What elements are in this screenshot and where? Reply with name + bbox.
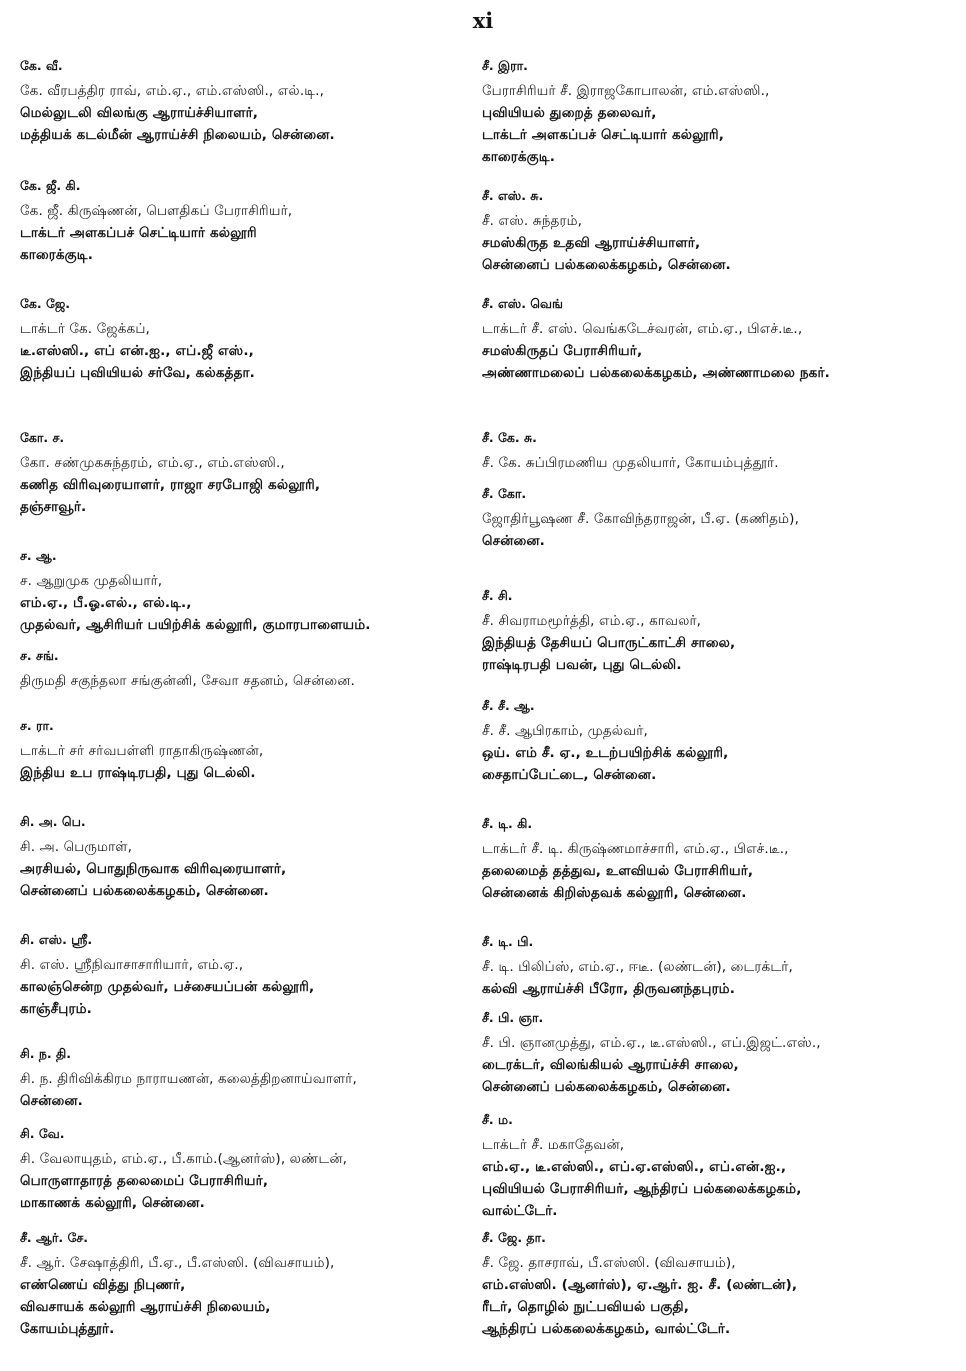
contributor-detail-line: டாக்டர் அளகப்பச் செட்டியார் கல்லூரி, [482, 127, 725, 143]
contributor-abbreviation: ச. சங். [20, 648, 59, 663]
page-number: xi [472, 8, 494, 33]
contributor-abbreviation: கே. ஜே. [20, 296, 71, 311]
contributor-entry [20, 548, 460, 636]
contributor-abbreviation: சீ. பி. ஞா. [482, 1010, 544, 1025]
contributor-detail-line: மத்தியக் கடல்மீன் ஆராய்ச்சி நிலையம், சென்னை. [20, 127, 335, 143]
contributor-entry [482, 934, 952, 1000]
contributor-abbreviation: சீ. ம. [482, 1112, 513, 1127]
contributor-abbreviation: சி. அ. பெ. [20, 814, 86, 829]
contributor-detail-line: எண்ணெய் வித்து நிபுணர், [20, 1277, 186, 1293]
contributor-entry [20, 430, 460, 518]
contributor-name-line: திருமதி சகுந்தலா சங்குன்னி, சேவா சதனம், சென்னை. [20, 673, 355, 689]
contributor-detail-line: சென்னைப் பல்கலைக்கழகம், சென்னை. [482, 257, 731, 273]
contributor-detail-line: சென்னை. [20, 1093, 83, 1109]
contributor-detail-line: டாக்டர் அளகப்பச் செட்டியார் கல்லூரி [20, 225, 257, 241]
contributor-name-line: ஜோதிர்பூஷண சீ. கோவிந்தராஜன், பீ.ஏ. (கணிதம்), [482, 511, 799, 527]
contributor-abbreviation: சீ. எஸ். வெங் [482, 296, 563, 311]
contributor-abbreviation: சி. எஸ். ஸ்ரீ. [20, 932, 93, 947]
contributor-detail-line: சைதாப்பேட்டை, சென்னை. [482, 767, 657, 783]
contributor-detail-line: கல்வி ஆராய்ச்சி பீரோ, திருவனந்தபுரம். [482, 981, 735, 997]
contributor-entry [20, 1046, 460, 1112]
contributor-abbreviation: கே. ஜீ. கி. [20, 178, 81, 193]
contributor-name-line: சி. ந. திரிவிக்கிரம நாராயணன், கலைத்திறனாய்வாளர், [20, 1071, 357, 1087]
contributor-detail-line: சென்னைப் பல்கலைக்கழகம், சென்னை. [482, 1079, 731, 1095]
contributor-entry [482, 188, 952, 276]
contributor-entry [482, 1112, 952, 1222]
contributor-detail-line: கோயம்புத்தூர். [20, 1321, 115, 1337]
contributor-detail-line: புவியியல் பேராசிரியர், ஆந்திரப் பல்கலைக்கழகம், [482, 1181, 802, 1197]
contributor-abbreviation: சீ. ஜே. தா. [482, 1230, 546, 1245]
contributor-entry [20, 296, 460, 384]
contributor-detail-line: ராஷ்டிரபதி பவன், புது டெல்லி. [482, 657, 682, 673]
contributor-detail-line: மெல்லுடலி விலங்கு ஆராய்ச்சியாளர், [20, 105, 259, 121]
contributor-detail-line: சமஸ்கிருதப் பேராசிரியர், [482, 343, 643, 359]
contributor-name-line: சீ. சிவராமமூர்த்தி, எம்.ஏ., காவலர், [482, 613, 702, 629]
contributor-detail-line: அண்ணாமலைப் பல்கலைக்கழகம், அண்ணாமலை நகர். [482, 365, 830, 381]
contributor-detail-line: டீ.எஸ்ஸி., எப் என்.ஐ., எப்.ஜீ எஸ்., [20, 343, 254, 359]
contributor-detail-line: பொருளாதாரத் தலைமைப் பேராசிரியர், [20, 1173, 269, 1189]
contributor-detail-line: ஆந்திரப் பல்கலைக்கழகம், வால்ட்டேர். [482, 1321, 731, 1337]
contributor-abbreviation: கே. வீ. [20, 58, 63, 73]
contributor-name-line: கோ. சண்முகசுந்தரம், எம்.ஏ., எம்.எஸ்ஸி., [20, 455, 285, 471]
contributor-entry [482, 296, 952, 384]
contributor-abbreviation: ச. ரா. [20, 718, 54, 733]
contributor-name-line: சீ. ஆர். சேஷாத்திரி, பீ.ஏ., பீ.எஸ்ஸி. (விவசாயம்), [20, 1255, 335, 1271]
contributor-name-line: டாக்டர் சீ. எஸ். வெங்கடேச்வரன், எம்.ஏ., பிஎச்.டீ., [482, 321, 803, 337]
contributor-detail-line: புவியியல் துறைத் தலைவர், [482, 105, 657, 121]
contributor-abbreviation: சீ. எஸ். சு. [482, 188, 544, 203]
contributor-abbreviation: சி. ந. தி. [20, 1046, 72, 1061]
contributor-detail-line: சென்னை. [482, 533, 545, 549]
contributor-detail-line: காரைக்குடி. [482, 149, 555, 165]
contributor-detail-line: சென்னைக் கிறிஸ்தவக் கல்லூரி, சென்னை. [482, 885, 747, 901]
contributor-detail-line: எம்.ஏ., டீ.எஸ்ஸி., எப்.ஏ.எஸ்ஸி., எப்.என்.ஐ., [482, 1159, 787, 1175]
contributor-detail-line: சென்னைப் பல்கலைக்கழகம், சென்னை. [20, 883, 269, 899]
contributor-abbreviation: சீ. சீ. ஆ. [482, 698, 535, 713]
contributor-entry [20, 718, 460, 784]
contributor-detail-line: இந்தியப் புவியியல் சர்வே, கல்கத்தா. [20, 365, 255, 381]
contributor-abbreviation: சீ. சி. [482, 588, 513, 603]
contributor-detail-line: காஞ்சீபுரம். [20, 1001, 92, 1017]
contributor-detail-line: எம்.ஏ., பீ.ஓ.எல்., எல்.டி., [20, 595, 192, 611]
contributor-detail-line: விவசாயக் கல்லூரி ஆராய்ச்சி நிலையம், [20, 1299, 271, 1315]
contributor-entry [20, 58, 460, 146]
contributor-name-line: டாக்டர் கே. ஜேக்கப், [20, 321, 150, 337]
contributor-entry [20, 648, 460, 692]
contributor-abbreviation: சீ. கோ. [482, 486, 527, 501]
contributor-detail-line: அரசியல், பொதுநிருவாக விரிவுரையாளர், [20, 861, 287, 877]
contributor-detail-line: சமஸ்கிருத உதவி ஆராய்ச்சியாளர், [482, 235, 701, 251]
contributor-entry [482, 486, 952, 552]
contributor-detail-line: முதல்வர், ஆசிரியர் பயிற்சிக் கல்லூரி, குமாரபாளையம். [20, 617, 371, 633]
contributor-name-line: சீ. பி. ஞானமுத்து, எம்.ஏ., டீ.எஸ்ஸி., எப்.இஜட்.எஸ்., [482, 1035, 821, 1051]
contributor-detail-line: இந்தியத் தேசியப் பொருட்காட்சி சாலை, [482, 635, 736, 651]
contributor-detail-line: எம்.எஸ்ஸி. (ஆனர்ஸ்), ஏ.ஆர். ஐ. சீ. (லண்டன்), [482, 1277, 798, 1293]
contributor-name-line: சீ. சீ. ஆபிரகாம், முதல்வர், [482, 723, 648, 739]
contributor-entry [20, 814, 460, 902]
contributor-abbreviation: சீ. இரா. [482, 58, 528, 73]
contributor-name-line: டாக்டர் சர் சர்வபள்ளி ராதாகிருஷ்ணன், [20, 743, 264, 759]
contributor-name-line: கே. ஜீ. கிருஷ்ணன், பௌதிகப் பேராசிரியர், [20, 203, 293, 219]
contributor-detail-line: காரைக்குடி. [20, 247, 93, 263]
contributor-entry [20, 178, 460, 266]
contributor-detail-line: டைரக்டர், விலங்கியல் ஆராய்ச்சி சாலை, [482, 1057, 739, 1073]
contributor-name-line: சீ. கே. சுப்பிரமணிய முதலியார், கோயம்புத்தூர். [482, 455, 779, 471]
contributor-detail-line: ரீடர், தொழில் நுட்பவியல் பகுதி, [482, 1299, 690, 1315]
contributor-name-line: டாக்டர் சீ. மகாதேவன், [482, 1137, 625, 1153]
contributor-name-line: சி. வேலாயுதம், எம்.ஏ., பீ.காம்.(ஆனர்ஸ்), லண்டன், [20, 1151, 348, 1167]
contributor-detail-line: ஒய். எம் சீ. ஏ., உடற்பயிற்சிக் கல்லூரி, [482, 745, 729, 761]
contributor-detail-line: வால்ட்டேர். [482, 1203, 558, 1219]
contributor-name-line: கே. வீரபத்திர ராவ், எம்.ஏ., எம்.எஸ்ஸி., எல்.டி., [20, 83, 325, 99]
contributor-abbreviation: சீ. டி. பி. [482, 934, 534, 949]
contributor-entry [20, 1230, 460, 1340]
contributor-entry [482, 816, 952, 904]
contributor-abbreviation: சி. வே. [20, 1126, 65, 1141]
contributor-entry [20, 932, 460, 1020]
contributor-entry [482, 588, 952, 676]
contributor-detail-line: தஞ்சாவூர். [20, 499, 87, 515]
contributor-entry [482, 698, 952, 786]
contributor-name-line: சீ. டி. பிலிப்ஸ், எம்.ஏ., ஈடீ. (லண்டன்), டைரக்டர், [482, 959, 793, 975]
contributor-detail-line: தலைமைத் தத்துவ, உளவியல் பேராசிரியர், [482, 863, 754, 879]
contributor-abbreviation: ச. ஆ. [20, 548, 57, 563]
contributor-abbreviation: சீ. டி. கி. [482, 816, 533, 831]
contributor-entry [482, 58, 952, 168]
contributor-abbreviation: கோ. ச. [20, 430, 65, 445]
contributor-abbreviation: சீ. ஆர். சே. [20, 1230, 89, 1245]
contributor-abbreviation: சீ. கே. சு. [482, 430, 537, 445]
contributor-entry [20, 1126, 460, 1214]
contributor-detail-line: இந்திய உப ராஷ்டிரபதி, புது டெல்லி. [20, 765, 256, 781]
contributor-detail-line: கணித விரிவுரையாளர், ராஜா சரபோஜி கல்லூரி, [20, 477, 321, 493]
contributor-name-line: சி. எஸ். ஸ்ரீநிவாசாசாரியார், எம்.ஏ., [20, 957, 244, 973]
contributor-entry [482, 430, 952, 474]
contributor-name-line: சி. அ. பெருமாள், [20, 839, 133, 855]
contributor-entry [482, 1010, 952, 1098]
contributor-name-line: பேராசிரியர் சீ. இராஜகோபாலன், எம்.எஸ்ஸி., [482, 83, 770, 99]
contributor-name-line: ச. ஆறுமுக முதலியார், [20, 573, 163, 589]
contributor-name-line: சீ. ஜே. தாசராவ், பீ.எஸ்ஸி. (விவசாயம்), [482, 1255, 736, 1271]
contributor-detail-line: காலஞ்சென்ற முதல்வர், பச்சையப்பன் கல்லூரி, [20, 979, 315, 995]
contributor-entry [482, 1230, 952, 1340]
contributor-name-line: டாக்டர் சீ. டி. கிருஷ்ணமாச்சாரி, எம்.ஏ., பிஎச்.டீ., [482, 841, 789, 857]
contributor-detail-line: மாகாணக் கல்லூரி, சென்னை. [20, 1195, 205, 1211]
contributor-name-line: சீ. எஸ். சுந்தரம், [482, 213, 583, 229]
